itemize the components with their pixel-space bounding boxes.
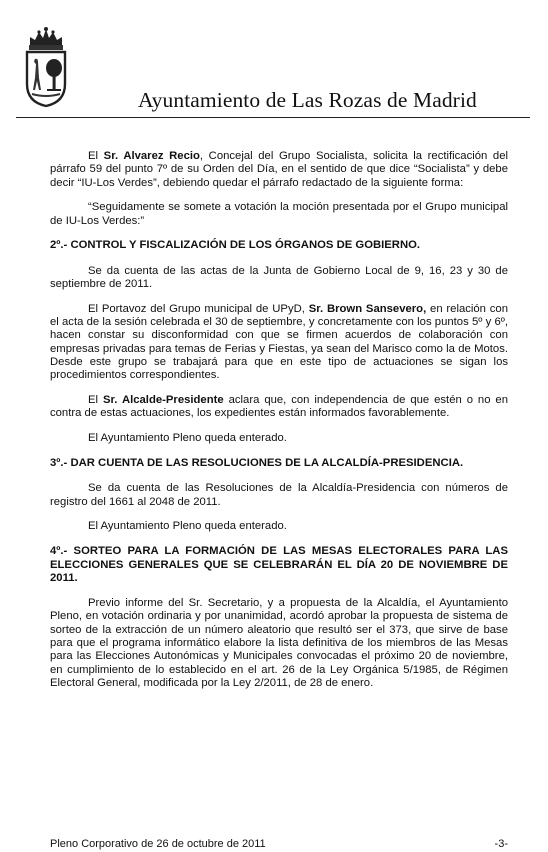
header-rule [16,117,530,118]
footer-session-date: Pleno Corporativo de 26 de octubre de 2011 [50,838,266,850]
paragraph-quote: “Seguidamente se somete a votación la moción presentada por el Grupo municipal de IU-Los Verdes:” [50,201,508,227]
document-body [50,150,508,690]
paragraph-sorteo: Previo informe del Sr. Secretario, y a propuesta de la Alcaldía, el Ayuntamiento Pleno, en votación ordinaria y por unanimidad, acordó aprobar la propuesta de sistema de sorteo de la extracción de un número aleatorio que resultó ser el 373, que sirve de base para que el programa informático elabore la lista definitiva de los miembros de las Mesas para las Elecciones Autonómicas y Municipales convocadas el próximo 20 de noviembre, en cumplimiento de lo establecido en el art. 26 de la Ley Orgánica 5/1985, de Régimen Electoral General, modificada por la Ley 2/2011, de 28 de enero. [50,597,508,689]
paragraph-actas: Se da cuenta de las actas de la Junta de Gobierno Local de 9, 16, 23 y 30 de septiembre de 2011. [50,264,508,291]
paragraph-enterado: El Ayuntamiento Pleno queda enterado. [88,432,287,445]
speaker-name: Sr. Alcalde-Presidente [102,394,224,407]
speaker-name: Sr. Alvarez Recio [103,150,200,162]
section-heading-2: 2º.- CONTROL Y FISCALIZACIÓN DE LOS ÓRGANOS DE GOBIERNO. [50,239,421,252]
page-number: -3- [494,838,508,850]
organization-title: Ayuntamiento de Las Rozas de Madrid [138,88,477,112]
speaker-name: Sr. Brown Sansevero, [308,302,427,315]
coat-of-arms-icon [22,26,70,110]
paragraph-resoluciones: Se da cuenta de las Resoluciones de la Alcaldía-Presidencia con números de registro del 1661 al 2048 de 2011. [50,482,508,508]
paragraph-alcalde: El Sr. Alcalde-Presidente aclara que, con independencia de que estén o no en contra de estas actuaciones, los expedientes están informados favorablemente. [50,394,508,420]
section-heading-3: 3º.- DAR CUENTA DE LAS RESOLUCIONES DE LA ALCALDÍA-PRESIDENCIA. [50,457,464,470]
paragraph-enterado: El Ayuntamiento Pleno queda enterado. [88,520,287,533]
paragraph-rectification: El Sr. Alvarez Recio, Concejal del Grupo Socialista, solicita la rectificación del párrafo 59 del punto 7º de su Orden del Día, en el sentido de que dice “Socialista” y debe decir “IU-Los Verdes”, debiendo quedar el párrafo redactado de la siguiente forma: [50,150,508,189]
paragraph-upyd: El Portavoz del Grupo municipal de UPyD, Sr. Brown Sansevero, en relación con el acta de la sesión celebrada el 30 de septiembre, y concretamente con los puntos 5º y 6º, hacen constar su disconformidad con que se firmen acuerdos de colaboración con empresas privadas para temas de Ferias y Fiestas, ya sean del Marisco como la de Motos. Desde este grupo se trabajará para que en este tipo de actuaciones se sigan los procedimientos correspondientes. [50,302,508,382]
section-heading-4: 4º.- SORTEO PARA LA FORMACIÓN DE LAS MESAS ELECTORALES PARA LAS ELECCIONES GENERALES QUE SE CELEBRARÁN EL DÍA 20 DE NOVIEMBRE DE 2011. [50,545,508,584]
